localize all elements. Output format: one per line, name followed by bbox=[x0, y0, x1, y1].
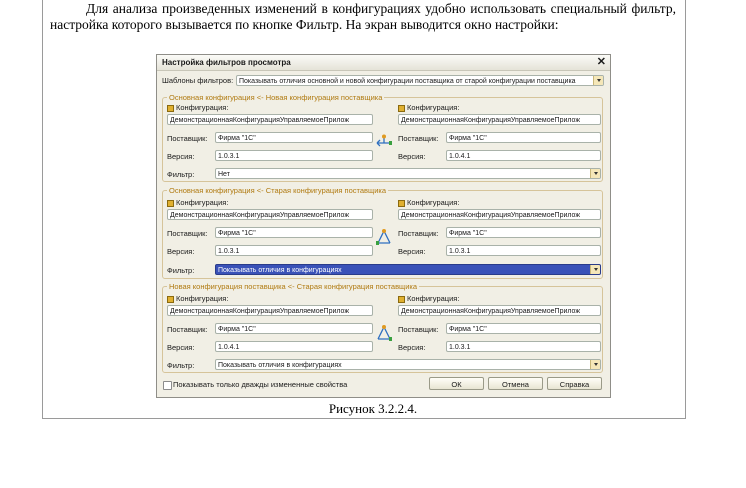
version-field-right[interactable]: 1.0.3.1 bbox=[446, 341, 601, 352]
version-label-left: Версия: bbox=[167, 152, 195, 161]
config-label-right: Конфигурация: bbox=[398, 294, 459, 303]
version-label-right: Версия: bbox=[398, 247, 426, 256]
configuration-icon bbox=[167, 200, 174, 207]
config-field-left[interactable]: ДемонстрационнаяКонфигурацияУправляемоеПрилож bbox=[167, 114, 373, 125]
version-field-right[interactable]: 1.0.4.1 bbox=[446, 150, 601, 161]
version-field-left[interactable]: 1.0.4.1 bbox=[215, 341, 373, 352]
version-field-right[interactable]: 1.0.3.1 bbox=[446, 245, 601, 256]
filter-value: Нет bbox=[218, 171, 230, 178]
supplier-label-left: Поставщик: bbox=[167, 325, 208, 334]
templates-value: Показывать отличия основной и новой конфигурации поставщика от старой конфигурации поставщика bbox=[239, 78, 576, 85]
config-field-right[interactable]: ДемонстрационнаяКонфигурацияУправляемоеПрилож bbox=[398, 305, 601, 316]
compare-arrows-icon bbox=[375, 134, 393, 152]
config-label-right: Конфигурация: bbox=[398, 103, 459, 112]
help-button[interactable]: Справка bbox=[547, 377, 602, 390]
filter-select[interactable] bbox=[215, 168, 601, 179]
close-icon[interactable]: ✕ bbox=[596, 56, 606, 68]
config-field-left[interactable]: ДемонстрационнаяКонфигурацияУправляемоеПрилож bbox=[167, 209, 373, 220]
config-field-right[interactable]: ДемонстрационнаяКонфигурацияУправляемоеПрилож bbox=[398, 114, 601, 125]
supplier-field-left[interactable]: Фирма "1С" bbox=[215, 227, 373, 238]
chevron-down-icon[interactable] bbox=[590, 265, 600, 274]
supplier-label-left: Поставщик: bbox=[167, 229, 208, 238]
double-changed-label: Показывать только дважды измененные свойства bbox=[173, 380, 348, 389]
filter-label: Фильтр: bbox=[167, 266, 195, 275]
supplier-label-right: Поставщик: bbox=[398, 134, 439, 143]
version-label-left: Версия: bbox=[167, 343, 195, 352]
supplier-field-left[interactable]: Фирма "1С" bbox=[215, 323, 373, 334]
supplier-label-right: Поставщик: bbox=[398, 229, 439, 238]
filter-label: Фильтр: bbox=[167, 361, 195, 370]
figure-caption: Рисунок 3.2.2.4. bbox=[328, 401, 418, 416]
dialog-title: Настройка фильтров просмотра bbox=[162, 58, 291, 67]
filter-label: Фильтр: bbox=[167, 170, 195, 179]
version-label-left: Версия: bbox=[167, 247, 195, 256]
filter-value: Показывать отличия в конфигурациях bbox=[218, 362, 342, 369]
supplier-field-right[interactable]: Фирма "1С" bbox=[446, 132, 601, 143]
templates-select[interactable] bbox=[236, 75, 604, 86]
filter-select[interactable] bbox=[215, 359, 601, 370]
chevron-down-icon[interactable] bbox=[590, 360, 600, 369]
configuration-icon bbox=[398, 105, 405, 112]
chevron-down-icon[interactable] bbox=[590, 169, 600, 178]
group-title: Новая конфигурация поставщика <- Старая конфигурация поставщика bbox=[169, 282, 418, 291]
dialog-title-bar[interactable] bbox=[157, 55, 610, 71]
version-field-left[interactable]: 1.0.3.1 bbox=[215, 245, 373, 256]
version-label-right: Версия: bbox=[398, 152, 426, 161]
group-title: Основная конфигурация <- Старая конфигурация поставщика bbox=[169, 186, 387, 195]
filter-value: Показывать отличия в конфигурациях bbox=[218, 267, 342, 274]
compare-arrows-icon bbox=[375, 324, 393, 342]
filter-select[interactable] bbox=[215, 264, 601, 275]
config-label-left: Конфигурация: bbox=[167, 103, 228, 112]
supplier-field-right[interactable]: Фирма "1С" bbox=[446, 227, 601, 238]
compare-arrows-icon bbox=[375, 228, 393, 246]
supplier-field-right[interactable]: Фирма "1С" bbox=[446, 323, 601, 334]
config-field-right[interactable]: ДемонстрационнаяКонфигурацияУправляемоеПрилож bbox=[398, 209, 601, 220]
config-label-left: Конфигурация: bbox=[167, 294, 228, 303]
group-main-old bbox=[162, 186, 603, 279]
document-paragraph: Для анализа произведенных изменений в конфигурациях удобно использовать специальный фильтр, настройка которого вызывается по кнопке Фильтр. На экран выводится окно настройки: bbox=[50, 1, 676, 32]
ok-button[interactable]: ОК bbox=[429, 377, 484, 390]
double-changed-checkbox[interactable] bbox=[163, 381, 172, 390]
supplier-label-left: Поставщик: bbox=[167, 134, 208, 143]
filter-settings-dialog bbox=[156, 54, 611, 398]
supplier-field-left[interactable]: Фирма "1С" bbox=[215, 132, 373, 143]
templates-label: Шаблоны фильтров: bbox=[162, 76, 234, 85]
configuration-icon bbox=[398, 296, 405, 303]
group-title: Основная конфигурация <- Новая конфигурация поставщика bbox=[169, 93, 383, 102]
chevron-down-icon[interactable] bbox=[593, 76, 603, 85]
config-label-right: Конфигурация: bbox=[398, 198, 459, 207]
config-field-left[interactable]: ДемонстрационнаяКонфигурацияУправляемоеПрилож bbox=[167, 305, 373, 316]
version-field-left[interactable]: 1.0.3.1 bbox=[215, 150, 373, 161]
configuration-icon bbox=[167, 105, 174, 112]
version-label-right: Версия: bbox=[398, 343, 426, 352]
cancel-button[interactable]: Отмена bbox=[488, 377, 543, 390]
group-new-old bbox=[162, 282, 603, 373]
group-main-new bbox=[162, 93, 603, 182]
configuration-icon bbox=[167, 296, 174, 303]
configuration-icon bbox=[398, 200, 405, 207]
supplier-label-right: Поставщик: bbox=[398, 325, 439, 334]
config-label-left: Конфигурация: bbox=[167, 198, 228, 207]
